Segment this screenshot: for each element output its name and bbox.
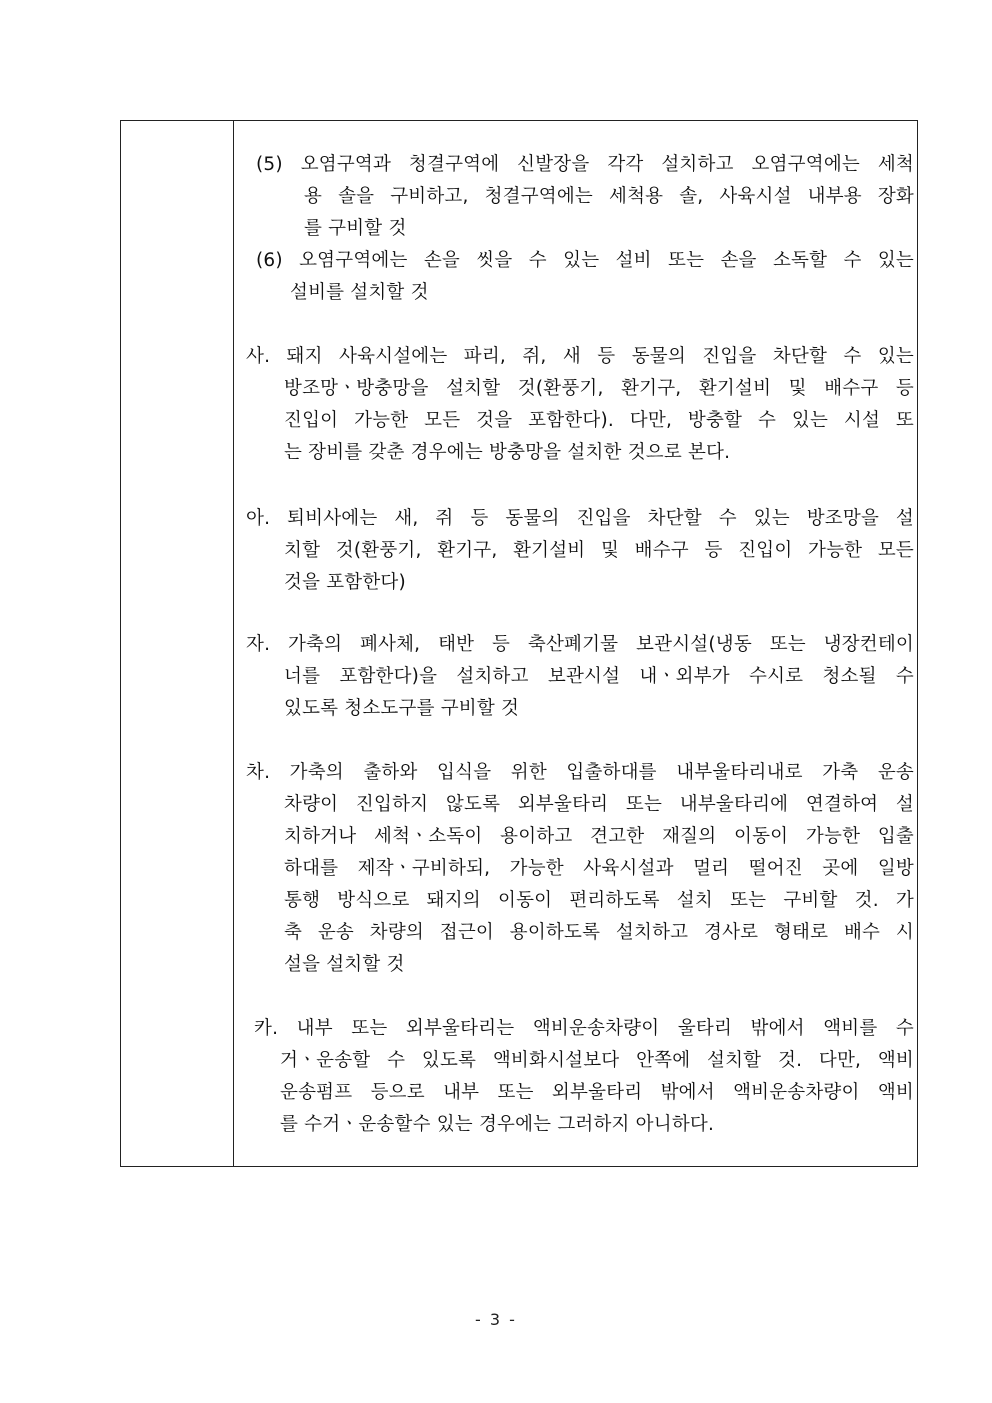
- item-cha-line-3: 치하거나 세척ㆍ소독이 용이하고 견고한 재질의 이동이 가능한 입출: [284, 826, 914, 847]
- table-left-column: [121, 121, 234, 1166]
- item-a-line-2: 치할 것(환풍기, 환기구, 환기설비 및 배수구 등 진입이 가능한 모든: [284, 540, 914, 561]
- item-ka-line-3: 운송펌프 등으로 내부 또는 외부울타리 밖에서 액비운송차량이 액비: [280, 1082, 914, 1103]
- item-sa-line-4: 는 장비를 갖춘 경우에는 방충망을 설치한 것으로 본다.: [284, 442, 731, 463]
- item-6: [256, 245, 914, 309]
- item-ja-line-1: 자. 가축의 폐사체, 태반 등 축산폐기물 보관시설(냉동 또는 냉장컨테이: [246, 634, 914, 655]
- item-ka-line-1: 카. 내부 또는 외부울타리는 액비운송차량이 울타리 밖에서 액비를 수: [254, 1018, 914, 1039]
- item-a: [246, 503, 914, 599]
- page-number: - 3 -: [475, 1310, 517, 1329]
- item-a-line-3: 것을 포함한다): [284, 572, 406, 593]
- content-table: [120, 120, 918, 1167]
- item-6-line-2: 설비를 설치할 것: [290, 282, 429, 303]
- item-ja: [246, 629, 914, 725]
- item-ka: [254, 1013, 914, 1141]
- item-cha-line-6: 축 운송 차량의 접근이 용이하도록 설치하고 경사로 형태로 배수 시: [284, 922, 914, 943]
- item-sa: [246, 341, 914, 469]
- item-ja-line-2: 너를 포함한다)을 설치하고 보관시설 내ㆍ외부가 수시로 청소될 수: [284, 666, 914, 687]
- item-cha-line-2: 차량이 진입하지 않도록 외부울타리 또는 내부울타리에 연결하여 설: [284, 794, 914, 815]
- item-sa-line-2: 방조망ㆍ방충망을 설치할 것(환풍기, 환기구, 환기설비 및 배수구 등: [284, 378, 914, 399]
- item-cha: [246, 757, 914, 981]
- item-ja-line-3: 있도록 청소도구를 구비할 것: [284, 698, 520, 719]
- item-5-line-1: (5) 오염구역과 청결구역에 신발장을 각각 설치하고 오염구역에는 세척: [256, 154, 914, 175]
- item-ka-line-4: 를 수거ㆍ운송할수 있는 경우에는 그러하지 아니하다.: [280, 1114, 715, 1135]
- item-sa-line-1: 사. 돼지 사육시설에는 파리, 쥐, 새 등 동물의 진입을 차단할 수 있는: [246, 346, 914, 367]
- item-cha-line-1: 차. 가축의 출하와 입식을 위한 입출하대를 내부울타리내로 가축 운송: [246, 762, 914, 783]
- table-right-column: [234, 121, 917, 1166]
- item-5: [256, 149, 914, 245]
- item-cha-line-4: 하대를 제작ㆍ구비하되, 가능한 사육시설과 멀리 떨어진 곳에 일방: [284, 858, 914, 879]
- item-sa-line-3: 진입이 가능한 모든 것을 포함한다). 다만, 방충할 수 있는 시설 또: [284, 410, 914, 431]
- item-cha-line-5: 통행 방식으로 돼지의 이동이 편리하도록 설치 또는 구비할 것. 가: [284, 890, 914, 911]
- item-a-line-1: 아. 퇴비사에는 새, 쥐 등 동물의 진입을 차단할 수 있는 방조망을 설: [246, 508, 914, 529]
- item-ka-line-2: 거ㆍ운송할 수 있도록 액비화시설보다 안쪽에 설치할 것. 다만, 액비: [280, 1050, 914, 1071]
- item-6-line-1: (6) 오염구역에는 손을 씻을 수 있는 설비 또는 손을 소독할 수 있는: [256, 250, 914, 271]
- item-5-line-2: 용 솔을 구비하고, 청결구역에는 세척용 솔, 사육시설 내부용 장화: [304, 186, 914, 207]
- item-cha-line-7: 설을 설치할 것: [284, 954, 405, 975]
- item-5-line-3: 를 구비할 것: [304, 218, 407, 239]
